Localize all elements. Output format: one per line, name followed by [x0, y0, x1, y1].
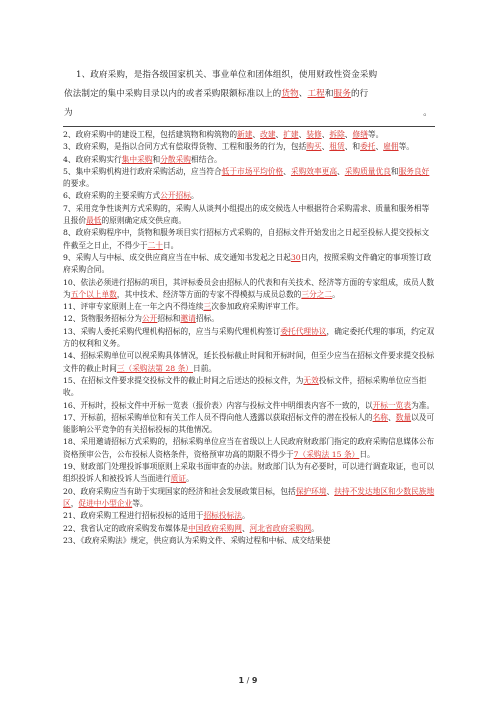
question-text: 、 — [321, 142, 330, 152]
answer-services: 服务 — [333, 89, 351, 99]
question-text: 。 — [241, 511, 250, 521]
question-text: 。 — [332, 289, 340, 299]
question-text: 16、开标时，投标文件中开标一览表（报价表）内容与投标文件中明细表内容不一致的，以 — [63, 400, 373, 410]
question-item — [63, 436, 435, 461]
question-text: 以及可能影响公平竞争的有关招标投标的其他情况。 — [63, 412, 435, 435]
intro-text: 的行 — [350, 89, 369, 99]
answer-goods: 货物 — [281, 89, 299, 99]
answer-blank: 采购质量优良 — [344, 166, 391, 176]
answer-blank: 公开 — [141, 314, 158, 324]
question-text: 的原则确定成交供应商。 — [101, 216, 187, 226]
answer-blank: 扩建 — [283, 130, 299, 139]
question-text: 相结合。 — [190, 154, 222, 164]
question-item — [63, 412, 435, 437]
question-item — [63, 277, 435, 302]
question-text: 招标。 — [195, 314, 219, 324]
answer-blank: 五个以上单数 — [70, 289, 117, 299]
answer-blank: 雇佣 — [383, 142, 399, 152]
question-text: 14、招标采购单位可以视采购具体情况，延长投标截止时间和开标时间，但至少应当在招标文件要求提交投标文件的截止时间 — [63, 351, 435, 373]
question-item — [63, 510, 435, 522]
question-text: 投标文件，招标采购单位应当拒收。 — [63, 375, 427, 398]
question-text: 21、政府采购工程进行招标投标的适用于 — [63, 511, 204, 521]
question-item — [63, 523, 435, 535]
question-item — [63, 486, 435, 511]
page-total: 9 — [251, 676, 258, 685]
answer-blank: 购买 — [306, 142, 322, 152]
answer-blank: 低于市场平均价格 — [221, 166, 284, 176]
question-text: 日前。 — [193, 363, 217, 373]
question-item — [63, 400, 435, 412]
question-item — [63, 350, 435, 375]
page-sep: / — [244, 676, 252, 685]
question-text: 。 — [190, 191, 199, 201]
question-text: 18、采用邀请招标方式采购的，招标采购单位应当在省级以上人民政府财政部门指定的政府采购信息媒体公布资格预审公告，公布投标人资格条件，资格预审功高的期限不得少于 — [63, 437, 435, 459]
answer-blank: 三 — [203, 302, 212, 312]
question-text: 23、《政府采购法》规定，供应商认为采购文件、采购过程和中标、成交结果使 — [63, 535, 331, 545]
answer-blank: 二十 — [147, 240, 163, 250]
page-footer — [0, 676, 496, 685]
question-item — [63, 166, 435, 191]
question-text: 日。 — [162, 240, 179, 250]
question-text: 7、采用竞争性谈判方式采购的，采购人从谈判小组提出的成交候选人中根据符合采购需求、质量和服务相等且报价 — [63, 203, 430, 226]
intro-line-3 — [64, 104, 434, 123]
question-text: 、 — [375, 142, 384, 152]
answer-blank: 最低 — [86, 216, 102, 226]
question-item — [63, 301, 435, 313]
answer-works: 工程 — [307, 89, 325, 99]
answer-blank: 名称 — [372, 412, 388, 422]
answer-blank: 修缮 — [352, 130, 368, 139]
question-text: 6、政府采购的主要采购方式 — [63, 191, 161, 201]
question-text: 。 — [311, 523, 319, 533]
question-item — [63, 535, 435, 547]
question-item — [63, 154, 435, 166]
question-text: 、 — [388, 412, 396, 422]
answer-blank: 改建 — [260, 130, 276, 139]
answer-blank: 无效 — [303, 375, 319, 385]
question-text: 13、采购人委托采购代理机构招标的，应当与采购代理机构签订 — [63, 326, 281, 336]
intro-text: 依法制定的集中采购目录以内的或者采购限额标准以上的 — [64, 89, 282, 99]
answer-blank: 拆除 — [329, 130, 345, 139]
question-text: 4、政府采购实行 — [63, 154, 122, 164]
page-current: 1 — [238, 676, 245, 685]
question-text: 、 — [326, 486, 335, 496]
answer-blank: 集中采购 — [121, 154, 153, 164]
question-text: 等。 — [367, 130, 384, 139]
question-text: 、和 — [344, 142, 361, 152]
answer-blank: 分散采购 — [160, 154, 191, 164]
question-text: 、 — [283, 166, 291, 176]
question-text: ， — [70, 498, 79, 508]
question-list — [63, 129, 435, 547]
answer-blank: 委托代理协议 — [280, 326, 327, 336]
answer-blank: 三分之二 — [301, 289, 333, 299]
answer-blank: 采购效率更高 — [290, 166, 338, 176]
question-text: ，确定委托代理的事项，约定双方的权利和义务。 — [63, 326, 435, 349]
answer-blank: 装修 — [306, 130, 322, 139]
question-text: ，其中技术、经济等方面的专家不得模拟与成员总数的 — [116, 289, 302, 299]
answer-blank: 扶持不发达地区和少数民族地区 — [63, 486, 435, 508]
question-text: 12、货物服务招标分为 — [63, 314, 142, 324]
answer-blank: 租赁 — [329, 142, 345, 152]
question-text: 、 — [337, 166, 345, 176]
answer-blank: 服务良好 — [398, 166, 430, 176]
question-item — [63, 313, 435, 325]
question-item — [63, 375, 435, 400]
question-item — [63, 141, 435, 153]
question-text: 5、集中采购机构进行政府采购活动，应当符合 — [63, 166, 222, 176]
question-text: 20、政府采购应当有助于实现国家的经济和社会发展政策目标，包括 — [63, 486, 296, 496]
question-text: 。 — [186, 474, 194, 484]
question-text: 等。 — [132, 498, 148, 508]
question-text: 日内，按照采购文件确定的事项签订政府采购合同。 — [63, 252, 432, 275]
question-text: 次参加政府采购评审工作。 — [211, 302, 304, 312]
question-text: 8、政府采购程序中，货物和服务项目实行招标方式采购的，自招标文件开始发出之日起至投标人提交投标文件截至之日止，不得少于 — [63, 228, 430, 250]
question-text: 15、在招标文件要求提交投标文件的截止时间之后送达的投标文件，为 — [63, 375, 304, 385]
question-text: 11、评审专家原则上在一年之内不得连续 — [63, 302, 204, 312]
answer-blank: 中国政府采购网 — [188, 523, 242, 533]
answer-blank: 质证 — [170, 474, 187, 484]
question-text: 招标和 — [157, 314, 181, 324]
intro-paragraph — [64, 66, 434, 123]
intro-end: 。 — [423, 108, 432, 118]
intro-sep: 、 — [298, 89, 308, 99]
intro-line-2 — [64, 85, 434, 104]
answer-blank: 促进中小型企业 — [78, 498, 133, 508]
answer-blank: 邀请 — [180, 314, 196, 324]
question-text: 2、政府采购中的建设工程，包括建筑物和构筑物的 — [63, 130, 238, 139]
answer-blank: 7（采购法 15 条） — [293, 449, 360, 459]
question-item — [63, 129, 435, 141]
question-text: 10、依法必须进行招标的项目，其评标委员会由招标人的代表和有关技术、经济等方面的专家组成，成员人数为 — [63, 277, 435, 299]
answer-blank: 招标投标法 — [203, 511, 242, 521]
question-text: 、 — [298, 130, 307, 139]
question-text: 、 — [321, 130, 330, 139]
question-text: 22、我省认定的政府采购发布媒体是 — [63, 523, 189, 533]
question-item — [63, 461, 435, 486]
intro-sep: 和 — [324, 89, 334, 99]
question-text: 的要求。 — [63, 179, 94, 189]
answer-blank: 公开招标 — [160, 191, 191, 201]
answer-blank: 新建 — [237, 130, 253, 139]
question-text: 日。 — [359, 449, 375, 459]
question-text: 等。 — [398, 142, 414, 152]
question-text: 9、采购人与中标、成交供应商应当在中标、成交通知书发起之日起 — [63, 252, 291, 262]
question-text: 、 — [252, 130, 261, 139]
question-item — [63, 227, 435, 252]
question-text: 和 — [390, 166, 399, 176]
question-text: 19、财政部门处理投诉事项原则上采取书面审查的办法。财政部门认为有必要时，可以进行调查取证，也可以组织投诉人和被投诉人当面进行 — [63, 462, 435, 484]
answer-blank: 30 — [290, 252, 301, 262]
intro-line-1: 1、政府采购，是指各级国家机关、事业单位和团体组织，使用财政性资金采购 — [76, 70, 378, 80]
answer-blank: 委托 — [360, 142, 376, 152]
intro-text: 为 — [64, 108, 73, 118]
question-text: 、 — [275, 130, 284, 139]
question-text: 为准。 — [411, 400, 435, 410]
answer-blank: 三（采购法第 28 条） — [116, 363, 193, 373]
question-text: 、 — [241, 523, 250, 533]
question-text: 、 — [344, 130, 353, 139]
divider-line — [63, 126, 435, 127]
question-item — [63, 190, 435, 202]
question-text: 3、政府采购，是指以合同方式有偿取得货物、工程和服务的行为，包括 — [63, 142, 307, 152]
answer-blank: 保护环境 — [295, 486, 327, 496]
answer-blank: 河北省政府采购网 — [249, 523, 312, 533]
answer-blank: 数量 — [395, 412, 412, 422]
question-item — [63, 203, 435, 228]
question-item — [63, 252, 435, 277]
question-item — [63, 326, 435, 351]
question-text: 和 — [152, 154, 161, 164]
question-text: 17、开标前，招标采购单位和有关工作人员不得向他人透露以获取招标文件的潜在投标人的 — [63, 412, 373, 422]
answer-blank: 开标一览表 — [372, 400, 412, 410]
